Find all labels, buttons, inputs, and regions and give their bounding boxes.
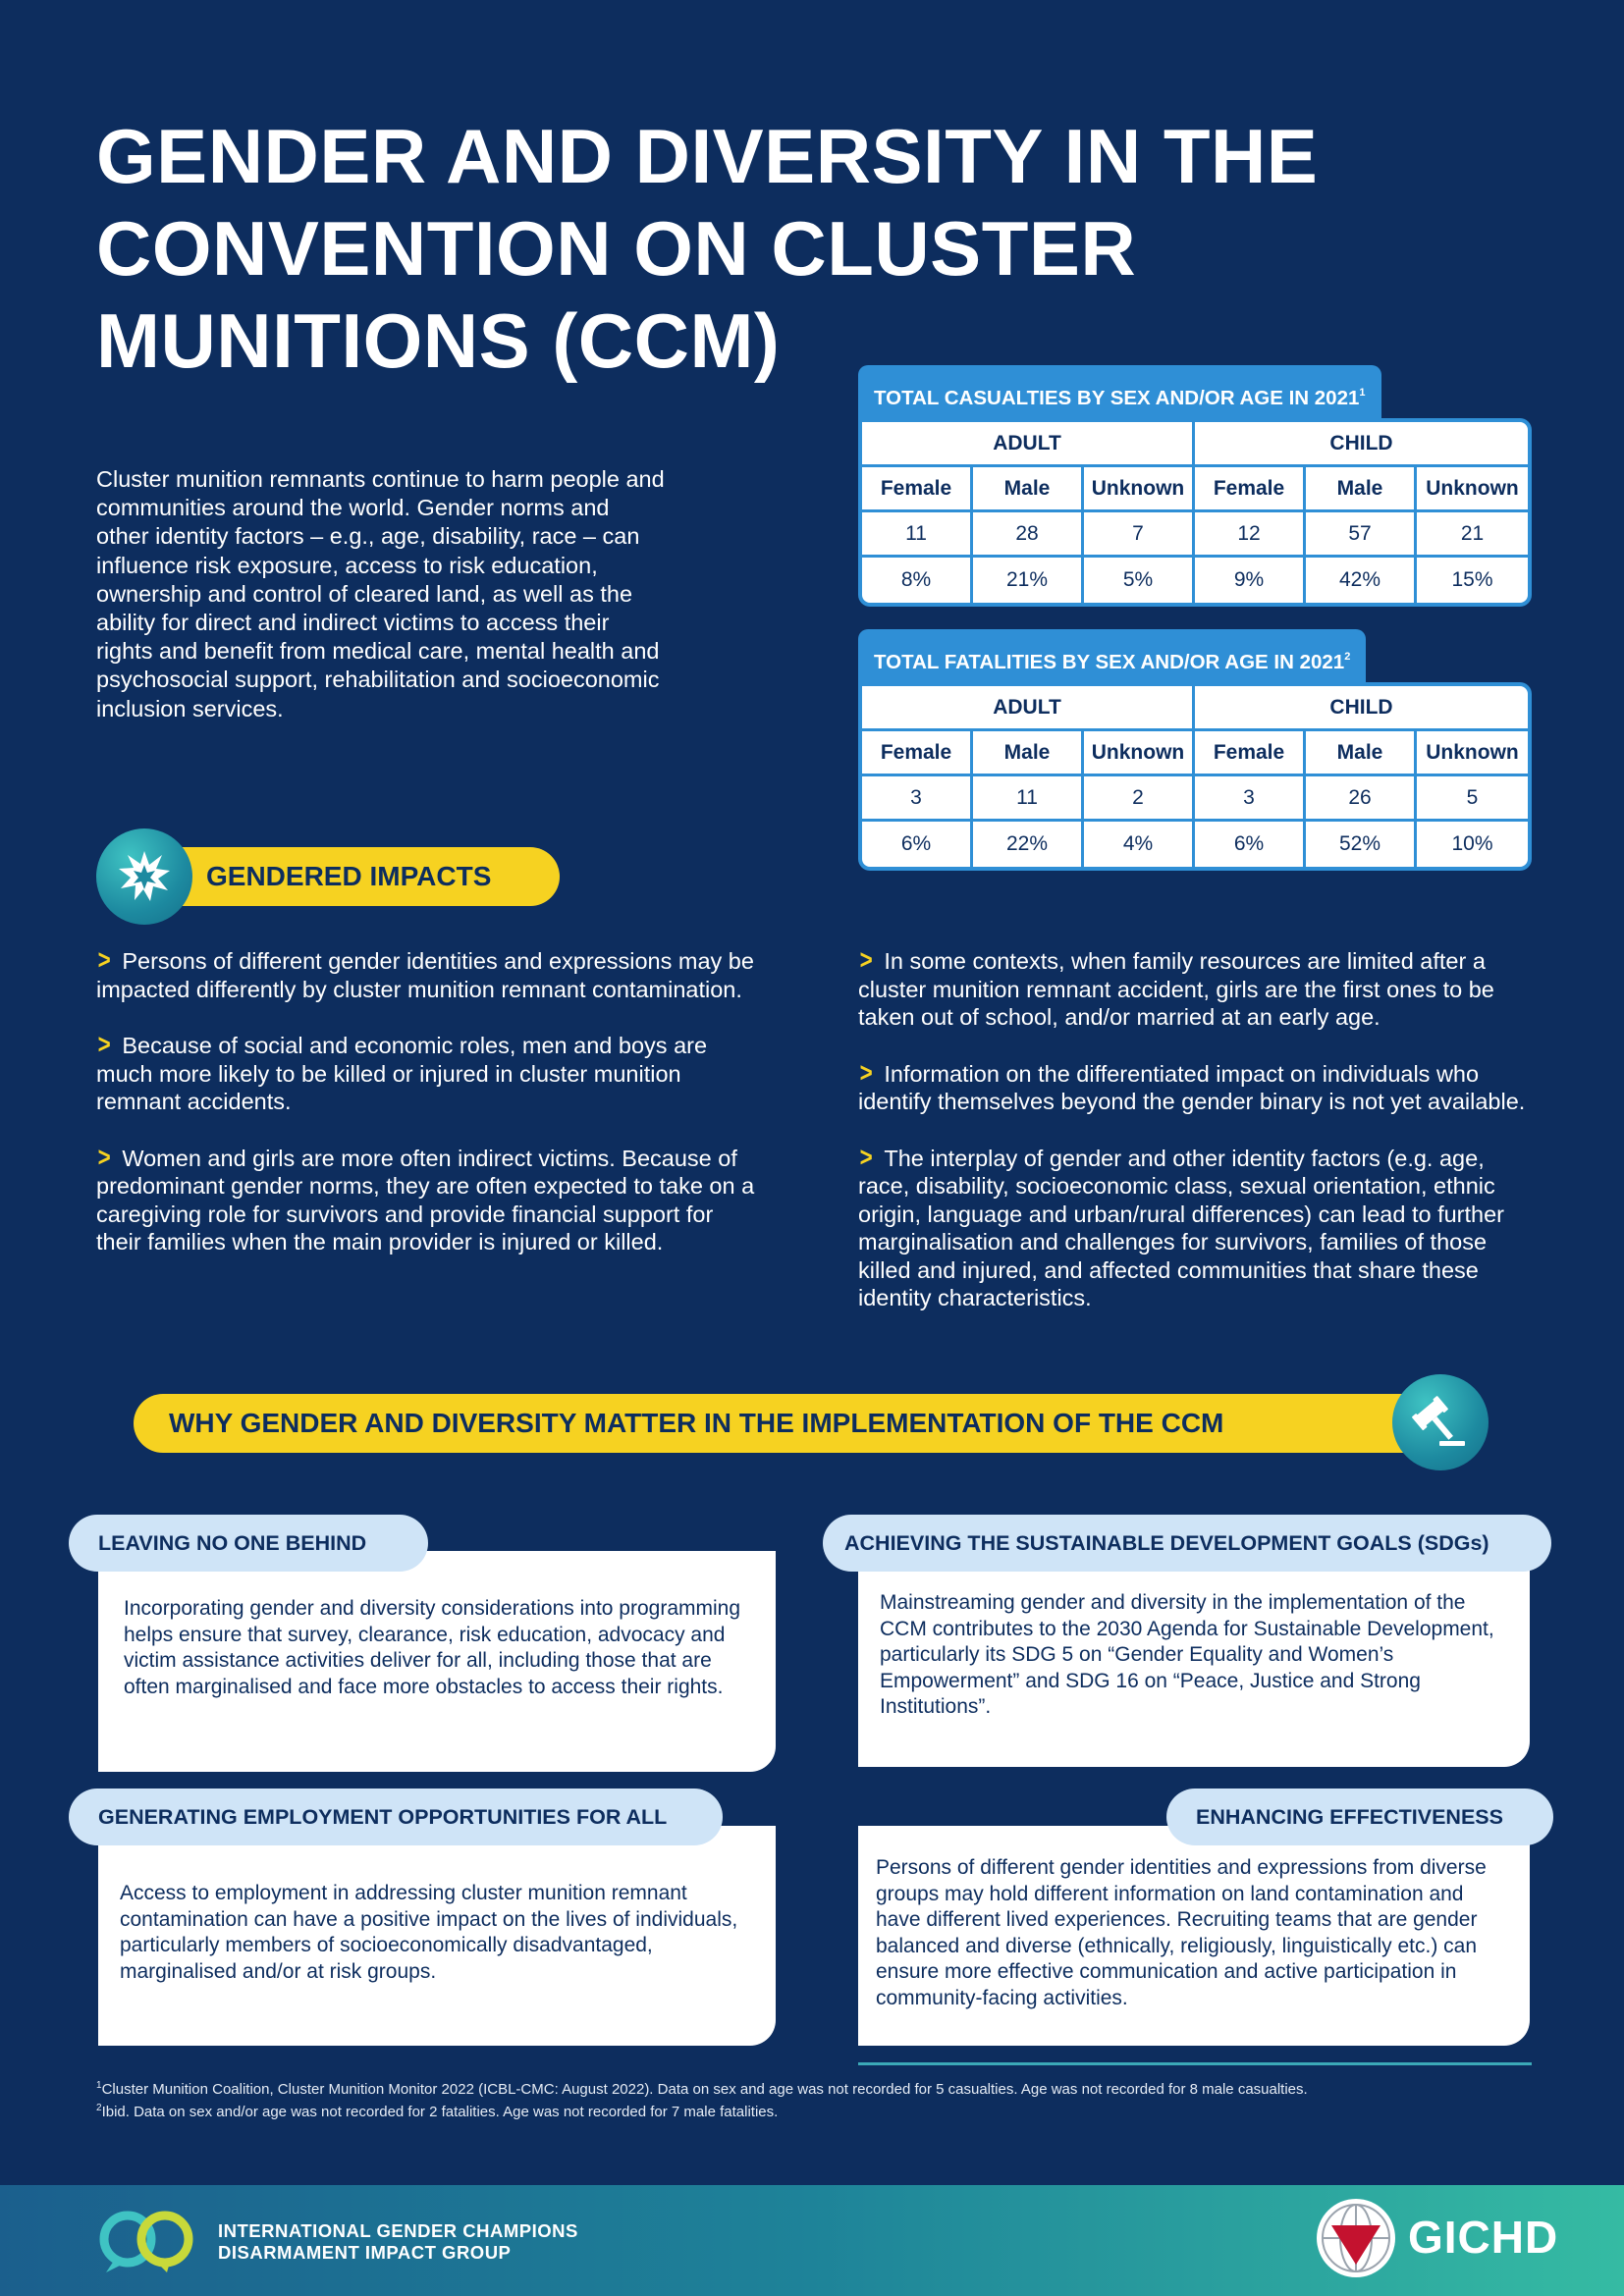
count-cell: 11 [973,776,1084,822]
count-cell: 11 [862,512,973,558]
count-cell: 28 [973,512,1084,558]
footnote [96,2076,1549,2099]
column-header: Female [1195,731,1306,776]
bullet-item [858,1056,1536,1116]
gavel-icon [1392,1374,1489,1470]
chevron-right-icon: > [97,1141,111,1172]
group-header: ADULT [862,422,1195,467]
percent-cell: 6% [1195,822,1306,867]
count-cell: 21 [1417,512,1528,558]
card-title [69,1515,428,1572]
percent-cell: 15% [1451,568,1493,591]
column-header: Unknown [1417,731,1528,776]
count-cell: 12 [1195,512,1306,558]
group-header: CHILD [1195,422,1528,467]
percent-cell: 5% [1084,558,1195,603]
bullet-text: Information on the differentiated impact on individuals who identify themselves beyond the gender binary is not yet available. [858,1060,1526,1114]
bullet-text: Women and girls are more often indirect victims. Because of predominant gender norms, they are often expected to take on a caregiving role for survivors and provide financial support for their families when the main provider is injured or killed. [96,1145,755,1255]
column-header: Female [1195,467,1306,512]
footer-line: DISARMAMENT IMPACT GROUP [218,2242,512,2263]
table-title: TOTAL CASUALTIES BY SEX AND/OR AGE IN 2021 [874,387,1360,409]
card-title-text: GENERATING EMPLOYMENT OPPORTUNITIES FOR ALL [98,1805,668,1829]
column-header: Unknown [1084,731,1195,776]
column-header: Male [973,731,1084,776]
footnote-mark: 1 [96,2080,102,2091]
impacts-left-column [96,946,764,1284]
count-cell: 2 [1084,776,1195,822]
data-table [862,686,1528,867]
count-cell: 3 [1195,776,1306,822]
gichd-emblem-icon [1314,2196,1398,2280]
card-title [823,1515,1551,1572]
card-text: Mainstreaming gender and diversity in the implementation of the CCM contributes to the 2030 Agenda for Sustainable Development, particularly its SDG 5 on “Gender Equality and Women’s Empowerment” and SDG 16 on “Peace, Justice and Strong Institutions”. [880,1591,1494,1718]
column-header: Unknown [1417,467,1528,512]
card-text: Incorporating gender and diversity considerations into programming helps ensure that survey, clearance, risk education, advocacy and victim assistance activities deliver for all, including those that are often marginalised and face more obstacles to access their rights. [124,1597,741,1698]
count-cell: 3 [862,776,973,822]
bullet-text: Because of social and economic roles, men and boys are much more likely to be killed or injured in cluster munition remnant accidents. [96,1033,708,1114]
chevron-right-icon: > [859,944,873,975]
footnote-mark: 1 [1359,387,1366,399]
table-title: TOTAL FATALITIES BY SEX AND/OR AGE IN 2021 [874,651,1345,673]
footnotes [96,2076,1549,2121]
title-line: GENDER AND DIVERSITY IN THE [96,113,1319,199]
count-cell: 5 [1417,776,1528,822]
why-heading [134,1394,1469,1453]
column-header: Unknown [1084,467,1195,512]
footer-org-name [218,2220,578,2264]
card-body [98,1551,776,1772]
percent-cell: 52% [1306,822,1417,867]
table-frame [858,418,1532,607]
bullet-text: In some contexts, when family resources are limited after a cluster munition remnant accident, girls are the first ones to be taken out of school, and/or married at an early age. [858,948,1494,1030]
percent-cell: 21% [973,558,1084,603]
footer-line: INTERNATIONAL GENDER CHAMPIONS [218,2220,578,2241]
igc-logo-icon [94,2202,202,2278]
column-header: Female [862,731,973,776]
gichd-logo-text: GICHD [1408,2212,1559,2263]
percent-cell: 6% [862,822,973,867]
section-heading: WHY GENDER AND DIVERSITY MATTER IN THE IMPLEMENTATION OF THE CCM [169,1408,1224,1438]
chevron-right-icon: > [97,1029,111,1059]
title-line: CONVENTION ON CLUSTER [96,205,1137,292]
bullet-item [96,946,764,1003]
title-line: MUNITIONS (CCM) [96,297,781,384]
card-body [98,1826,776,2046]
footnote-mark: 2 [1344,651,1351,663]
igc-logo-icon [94,2202,202,2283]
table-frame [858,682,1532,871]
group-header: ADULT [862,686,1195,731]
table-title-tab [858,365,1381,418]
column-header: Female [862,467,973,512]
column-header: Male [1306,731,1417,776]
bullet-text: Persons of different gender identities and expressions may be impacted differently by cluster munition remnant contamination. [96,948,754,1002]
percent-cell: 4% [1084,822,1195,867]
card-text: Access to employment in addressing cluster munition remnant contamination can have a positive impact on the lives of individuals, particularly members of socioeconomically disadvantaged, marginalised and/or at risk groups. [120,1882,738,1983]
card-body [858,1551,1530,1767]
explosion-icon [96,828,192,925]
casualties-table [858,365,1532,607]
card-title-text: ENHANCING EFFECTIVENESS [1196,1805,1503,1829]
chevron-right-icon: > [97,944,111,975]
divider [858,2062,1532,2065]
bullet-text: The interplay of gender and other identity factors (e.g. age, race, disability, socioeconomic class, sexual orientation, ethnic origin, language and urban/rural differences) can lead to further marginalisation and challenges for survivors, families of those killed and injured, and affected communities that share these identity characteristics. [858,1145,1504,1310]
bullet-item [858,1141,1536,1312]
bullet-item [96,1031,764,1116]
gavel-icon [1410,1392,1471,1453]
page-title [96,110,1373,387]
table-title-tab [858,629,1366,682]
footnote-text: Ibid. Data on sex and/or age was not recorded for 2 fatalities. Age was not recorded for 7 male fatalities. [101,2104,779,2120]
gichd-emblem-icon [1314,2196,1398,2285]
footnote-text: Cluster Munition Coalition, Cluster Munition Monitor 2022 (ICBL-CMC: August 2022). Data on sex and age was not recorded for 5 casualties. Age was not recorded for 8 male casualties. [101,2081,1308,2098]
group-header: CHILD [1195,686,1528,731]
bullet-item [858,946,1536,1032]
percent-cell: 10% [1451,832,1493,855]
chevron-right-icon: > [859,1056,873,1088]
explosion-icon [115,847,174,906]
data-table [862,422,1528,603]
column-header: Male [973,467,1084,512]
impacts-right-column [858,946,1536,1340]
intro-paragraph: Cluster munition remnants continue to harm people and communities around the world. Gender norms and other identity factors – e.g., age, disability, race – can influence risk exposure, access to risk education, ownership and control of cleared land, as well as the ability for direct and indirect victims to access their rights and benefit from medical care, mental health and psychosocial support, rehabilitation and socioeconomic inclusion services. [96,466,665,721]
count-cell: 7 [1084,512,1195,558]
percent-cell: 9% [1195,558,1306,603]
card-text: Persons of different gender identities and expressions from diverse groups may hold different information on land contamination and have different lived experiences. Recruiting teams that are gender balanced and diverse (ethnically, religiously, linguistically etc.) can ensure more effective communication and active participation in community-facing activities. [876,1856,1487,2009]
footnote-mark: 2 [96,2103,102,2113]
footnote [96,2099,1549,2121]
card-title-text: ACHIEVING THE SUSTAINABLE DEVELOPMENT GOALS (SDGs) [844,1531,1489,1555]
fatalities-table [858,629,1532,871]
percent-cell: 8% [862,558,973,603]
chevron-right-icon: > [859,1141,873,1172]
section-heading: GENDERED IMPACTS [206,861,492,891]
count-cell: 57 [1306,512,1417,558]
card-body [858,1826,1530,2046]
card-title-text: LEAVING NO ONE BEHIND [98,1531,367,1555]
card-title [69,1789,723,1845]
count-cell: 26 [1306,776,1417,822]
percent-cell: 22% [973,822,1084,867]
percent-cell: 42% [1306,558,1417,603]
card-title [1166,1789,1553,1845]
bullet-item [96,1141,764,1256]
column-header: Male [1306,467,1417,512]
